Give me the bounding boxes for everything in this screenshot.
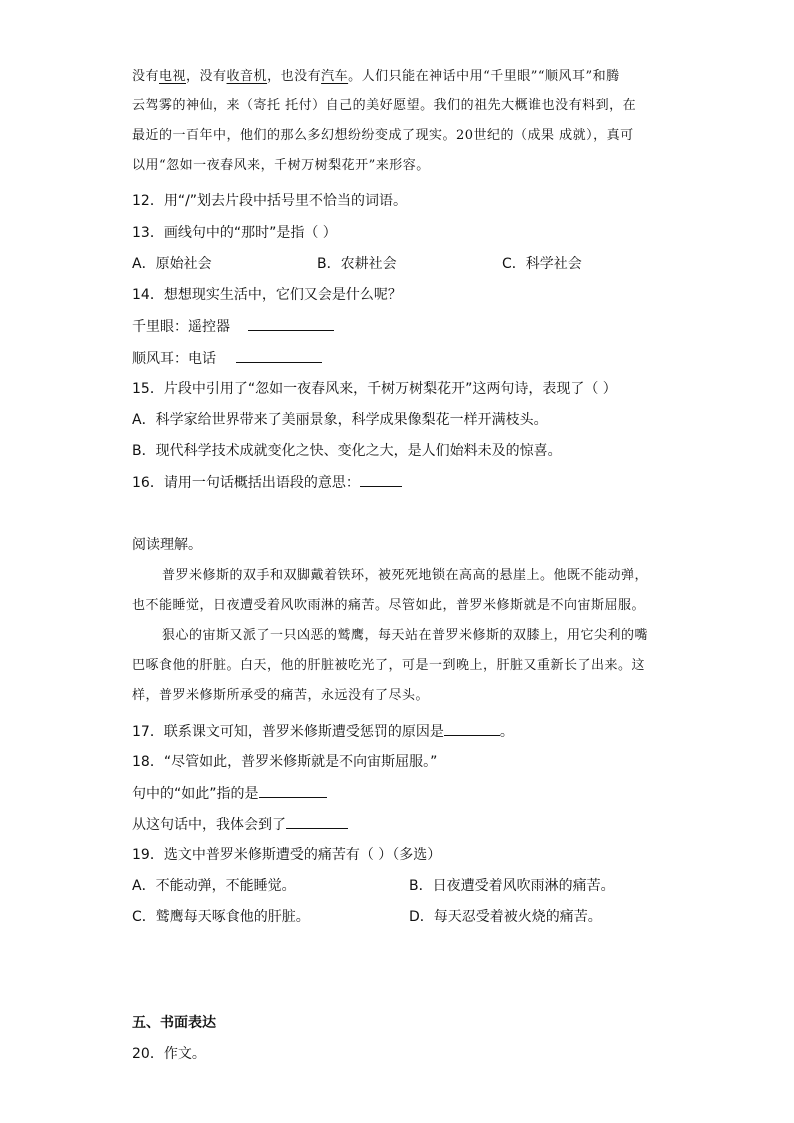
question-text: 从这句话中，我体会到了	[132, 817, 286, 833]
question-14-row1	[132, 316, 334, 337]
question-12: 12．用“/”划去片段中括号里不恰当的词语。	[132, 193, 408, 209]
question-text: 17．联系课文可知，普罗米修斯遭受惩罚的原因是	[132, 724, 444, 740]
answer-blank[interactable]	[236, 348, 322, 363]
row-label: 顺风耳：电话	[132, 351, 216, 367]
question-18: 18．“尽管如此，普罗米修斯就是不向宙斯屈服。”	[132, 754, 438, 770]
passage2-line1: 普罗米修斯的双手和双脚戴着铁环，被死死地锁在高高的悬崖上。他既不能动弹，	[162, 568, 649, 583]
question-16	[132, 472, 402, 493]
reading-title: 阅读理解。	[132, 537, 202, 553]
underlined-radio: 收音机	[226, 69, 268, 84]
option-b[interactable]: B．现代科学技术成就变化之快、变化之大，是人们始料未及的惊喜。	[132, 443, 562, 459]
answer-blank[interactable]	[259, 783, 327, 798]
passage1-line2: 云驾雾的神仙，来（寄托 托付）自己的美好愿望。我们的祖先大概谁也没有料到，在	[132, 98, 637, 113]
question-17	[132, 721, 514, 742]
question-20: 20．作文。	[132, 1046, 206, 1062]
passage2-line3: 狠心的宙斯又派了一只凶恶的鹫鹰，每天站在普罗米修斯的双膝上，用它尖利的嘴	[162, 628, 649, 643]
answer-blank[interactable]	[360, 472, 402, 487]
question-13: 13．画线句中的“那时”是指（ ）	[132, 225, 337, 241]
row-label: 千里眼：遥控器	[132, 319, 230, 335]
underlined-car: 汽车	[321, 69, 349, 84]
option-a[interactable]: A．科学家给世界带来了美丽景象，科学成果像梨花一样开满枝头。	[132, 412, 548, 428]
answer-blank[interactable]	[286, 814, 348, 829]
option-b[interactable]: B．日夜遭受着风吹雨淋的痛苦。	[409, 878, 615, 894]
passage1-text: ，也没有	[267, 69, 322, 84]
passage2-line4: 巴啄食他的肝脏。白天，他的肝脏被吃光了，可是一到晚上，肝脏又重新长了出来。这	[132, 658, 646, 673]
passage1-text: 。人们只能在神话中用“千里眼”“顺风耳”和腾	[348, 69, 620, 84]
option-c[interactable]: C．鹫鹰每天啄食他的肝脏。	[132, 909, 310, 925]
question-text: 句中的“如此”指的是	[132, 786, 259, 802]
question-19: 19．选文中普罗米修斯遭受的痛苦有（ ）（多选）	[132, 847, 442, 863]
passage1-text: ，没有	[186, 69, 227, 84]
option-c[interactable]: C．科学社会	[502, 256, 582, 272]
passage2-line5: 样，普罗米修斯所承受的痛苦，永远没有了尽头。	[132, 688, 430, 703]
passage1-line4: 以用“忽如一夜春风来，千树万树梨花开”来形容。	[132, 158, 430, 173]
section-title: 五、书面表达	[132, 1015, 216, 1031]
passage1-line3: 最近的一百年中，他们的那么多幻想纷纷变成了现实。20世纪的（成果 成就），真可	[132, 128, 634, 143]
option-a[interactable]: A．原始社会	[132, 256, 212, 272]
question-end: 。	[499, 724, 514, 740]
question-18-sub1	[132, 783, 327, 804]
option-b[interactable]: B．农耕社会	[317, 256, 397, 272]
passage1-text: 没有	[132, 69, 160, 84]
question-text: 16．请用一句话概括出语段的意思：	[132, 475, 360, 491]
question-14-row2	[132, 348, 322, 369]
question-15: 15．片段中引用了“忽如一夜春风来，千树万树梨花开”这两句诗，表现了（ ）	[132, 381, 617, 397]
answer-blank[interactable]	[248, 316, 334, 331]
option-a[interactable]: A．不能动弹，不能睡觉。	[132, 878, 296, 894]
question-14: 14．想想现实生活中，它们又会是什么呢？	[132, 287, 402, 303]
option-d[interactable]: D．每天忍受着被火烧的痛苦。	[409, 909, 602, 925]
answer-blank[interactable]	[444, 721, 500, 736]
underlined-tv: 电视	[159, 69, 187, 84]
question-18-sub2	[132, 814, 348, 835]
passage1-line1	[132, 67, 620, 87]
passage2-line2: 也不能睡觉，日夜遭受着风吹雨淋的痛苦。尽管如此，普罗米修斯就是不向宙斯屈服。	[132, 598, 646, 613]
